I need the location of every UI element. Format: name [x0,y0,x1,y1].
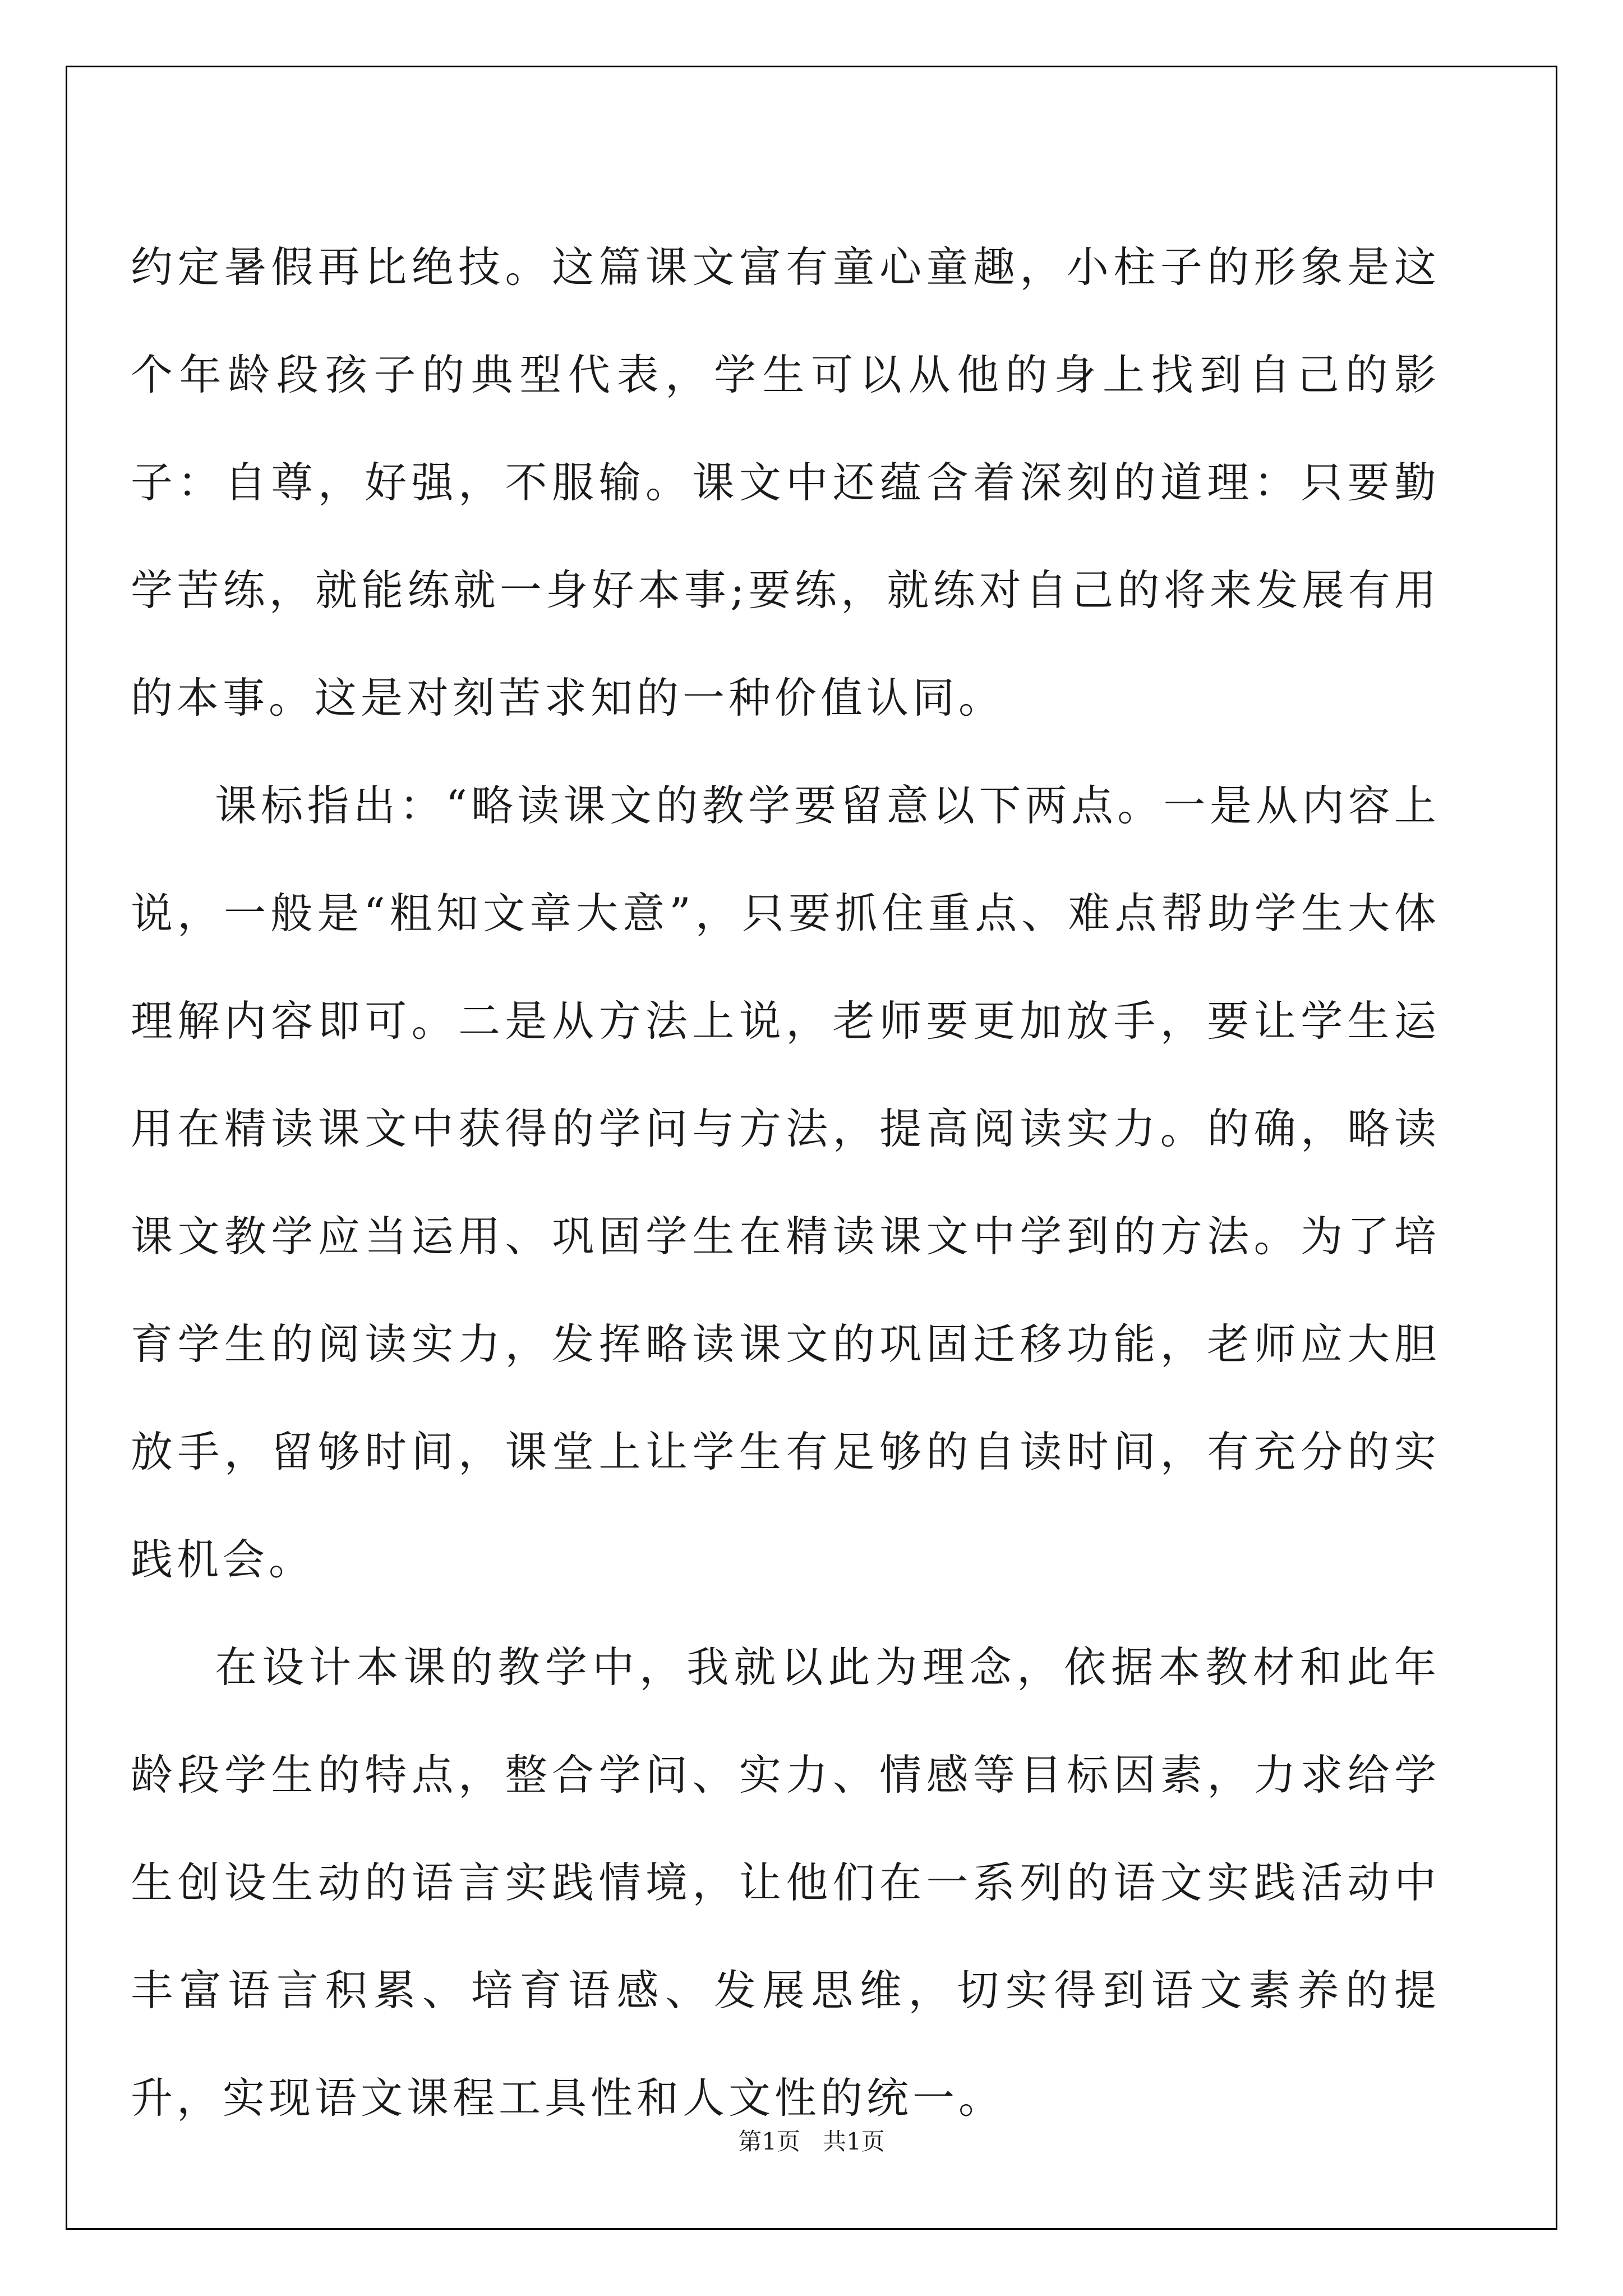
paragraph-1: 约定暑假再比绝技。这篇课文富有童心童趣，小柱子的形象是这个年龄段孩子的典型代表，学生可以从他的身上找到自己的影子：自尊，好强，不服输。课文中还蕴含着深刻的道理：只要勤学苦练，就能练就一身好本事;要练，就练对自己的将来发展有用的本事。这是对刻苦求知的一种价值认同。 [131,242,1440,723]
page-number: 第1页 [738,2128,800,2155]
document-body [131,213,1440,2152]
page-footer [0,2123,1623,2157]
paragraph-3: 在设计本课的教学中，我就以此为理念，依据本教材和此年龄段学生的特点，整合学问、实力、情感等目标因素，力求给学生创设生动的语言实践情境，让他们在一系列的语文实践活动中丰富语言积累、培育语感、发展思维，切实得到语文素养的提升，实现语文课程工具性和人文性的统一。 [131,1642,1440,2123]
page-total: 共1页 [823,2128,885,2155]
paragraph-2: 课标指出：“略读课文的教学要留意以下两点。一是从内容上说，一般是“粗知文章大意”，只要抓住重点、难点帮助学生大体理解内容即可。二是从方法上说，老师要更加放手，要让学生运用在精读课文中获得的学问与方法，提高阅读实力。的确，略读课文教学应当运用、巩固学生在精读课文中学到的方法。为了培育学生的阅读实力，发挥略读课文的巩固迁移功能，老师应大胆放手，留够时间，课堂上让学生有足够的自读时间，有充分的实践机会。 [131,781,1440,1584]
